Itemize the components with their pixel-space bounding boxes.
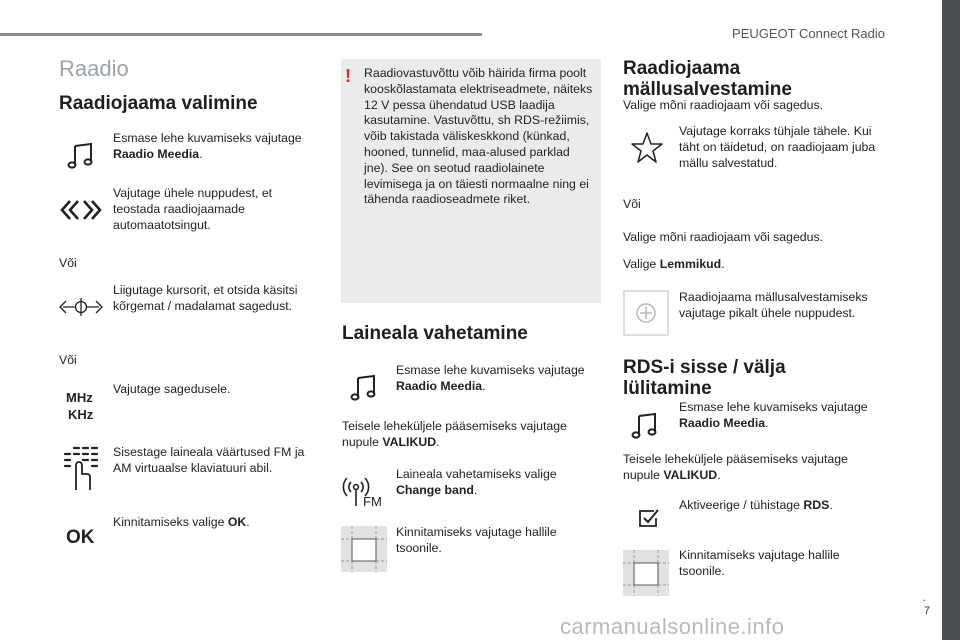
col3-step8: Kinnitamiseks vajutage hallile tsoonile.	[679, 548, 840, 578]
warning-text: Raadiovastuvõttu võib häirida firma poolt kooskõlastamata elektriseadmete, näiteks 12 V pessa ühendatud USB laadija kasutamine. Vastuvõttu, sh RDS-režiimis, võib takistada väliskeskkond (künkad, hooned, tunnelid, maa-alused parklad jne). See on seotud raadiolainete levimisega ja on täiesti normaalne ning ei tähenda raadioseadmete riket.	[364, 66, 593, 207]
music-note-icon	[66, 140, 96, 170]
frequency-slider-icon[interactable]	[57, 296, 105, 318]
page-number: 7	[923, 605, 930, 617]
star-outline-icon[interactable]	[630, 131, 664, 165]
col3-intro: Valige mõni raadiojaam või sagedus.	[623, 98, 824, 112]
col2-step2: Teisele leheküljele pääsemiseks vajutage nupule VALIKUD.	[342, 419, 567, 449]
col1-step4: Vajutage sagedusele.	[113, 382, 231, 396]
col1-step1: Esmase lehe kuvamiseks vajutage Raadio Meedia.	[113, 131, 302, 161]
music-note-icon	[630, 410, 660, 440]
col3-step6: Teisele leheküljele pääsemiseks vajutage nupule VALIKUD.	[623, 452, 848, 482]
col2-step4: Kinnitamiseks vajutage hallile tsoonile.	[396, 525, 557, 555]
radio-fm-icon[interactable]	[342, 472, 384, 508]
header-rule	[0, 33, 482, 36]
ok-icon[interactable]: OK	[66, 527, 95, 548]
music-note-icon	[349, 372, 379, 402]
col3-or1: Või	[623, 197, 641, 211]
checkbox-icon[interactable]	[638, 508, 660, 528]
watermark: carmanualsonline.info	[560, 614, 785, 639]
col3-step7: Aktiveerige / tühistage RDS.	[679, 498, 833, 512]
page-continues: .	[922, 590, 926, 604]
keypad-hand-icon[interactable]	[60, 444, 100, 492]
section-title: Raadio	[59, 56, 129, 81]
heading-memorize: Raadiojaama mällusalvestamine	[623, 58, 792, 100]
col1-step3: Liigutage kursorit, et otsida käsitsi kõrgemat / madalamat sagedust.	[113, 283, 298, 313]
col1-step6: Kinnitamiseks valige OK.	[113, 515, 250, 529]
col1-step5: Sisestage laineala väärtused FM ja AM virtuaalse klaviatuuri abil.	[113, 445, 305, 475]
col3-step3: Valige Lemmikud.	[623, 257, 725, 271]
plus-square-icon[interactable]	[623, 290, 669, 336]
col2-step3: Laineala vahetamiseks valige Change band.	[396, 467, 557, 497]
col3-step5: Esmase lehe kuvamiseks vajutage Raadio Meedia.	[679, 400, 868, 430]
mhz-khz-icon[interactable]	[66, 389, 93, 423]
col1-or2: Või	[59, 353, 77, 367]
fm-label: FM	[363, 494, 382, 508]
heading-rds: RDS-i sisse / välja lülitamine	[623, 357, 786, 399]
side-strip	[942, 0, 960, 640]
col1-step2: Vajutage ühele nuppudest, et teostada raadiojaamade automaatotsingut.	[113, 186, 273, 232]
grey-zone-icon[interactable]	[341, 526, 387, 572]
heading-station-select: Raadiojaama valimine	[59, 93, 258, 114]
grey-zone-icon[interactable]	[623, 550, 669, 596]
col3-step2: Valige mõni raadiojaam või sagedus.	[623, 230, 824, 244]
warning-mark: !	[345, 66, 351, 86]
col2-step1: Esmase lehe kuvamiseks vajutage Raadio Meedia.	[396, 363, 585, 393]
chevron-double-icon[interactable]	[58, 198, 104, 222]
header-title: PEUGEOT Connect Radio	[732, 26, 885, 41]
col3-step4: Raadiojaama mällusalvestamiseks vajutage pikalt ühele nuppudest.	[679, 290, 868, 320]
khz-label: KHz	[68, 407, 94, 422]
heading-band-change: Laineala vahetamine	[342, 323, 528, 344]
mhz-label: MHz	[66, 390, 93, 405]
col3-step1: Vajutage korraks tühjale tähele. Kui täht on täidetud, on raadiojaam juba mällu salvestatud.	[679, 124, 876, 170]
col1-or1: Või	[59, 256, 77, 270]
